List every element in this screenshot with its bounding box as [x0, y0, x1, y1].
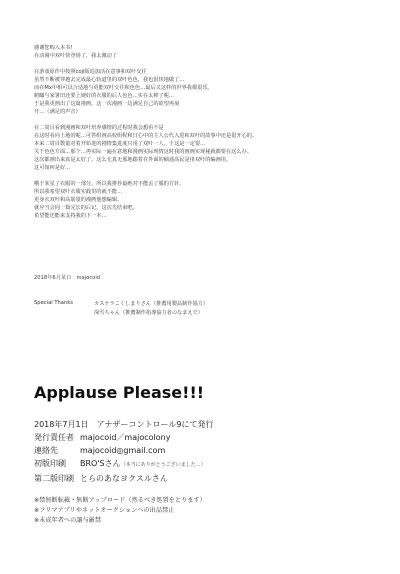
afterword-line: 就应当会同一篇完长的后记，这次先结束吧。 — [34, 205, 138, 211]
printer-note: （本当にありがとうございました…） — [120, 462, 206, 468]
paragraph-gap — [34, 60, 374, 68]
colophon — [34, 418, 374, 485]
colophon-value: とらのあなヨクスルさん — [80, 474, 168, 483]
contact-email[interactable]: majocoid◎gmail.com — [80, 446, 166, 455]
afterword-line: 在游戏原作中按照coji版追加活在意事和双叶交往 — [34, 69, 147, 75]
afterword-line: 而在Mx中相可以合适地与更能双叶交往和色色…最后又这样的世界我都很乐。 — [34, 85, 213, 91]
afterword-line: 在这时看向上地的呢…可答组画高校组程和日心中的主人公代入进和双叶的故事中还是很开心的。 — [34, 133, 258, 139]
colophon-row — [34, 472, 374, 485]
thanks-name: 深雪ちゃん（推薦制作指導協力者のなまえで） — [94, 310, 203, 316]
afterword-line: 在动漫中双叶快登场了，我太激动了 — [34, 53, 118, 59]
colophon-key: 連絡先 — [34, 446, 58, 455]
colophon-key: 発行責任者 — [34, 433, 74, 442]
book-title: Applause Please!!! — [34, 383, 205, 402]
afterword-line: 俯瞰与家署田还要上她好的衣服的后人色色…实在太棒了呢… — [34, 93, 175, 99]
afterword-line: 哦于某星了衣服的一部分，所以我推荐最绝对不能丢了服的方针。 — [34, 181, 185, 187]
colophon-key: 初版印刷 — [34, 459, 66, 468]
notice-line: ※未成年者への譲与厳禁 — [34, 517, 102, 524]
afterword-line: 本来二周目数量对着开始进的剧情集进度只用了双叶一人，于这是一定要… — [34, 141, 206, 147]
colophon-value — [80, 457, 206, 472]
colophon-value: majocoid／majocolony — [80, 433, 171, 442]
afterword-line: 这次都画出来真是太好了。这么无真无那地跟着在外面的稿通高民是用双叶的编画用。 — [34, 157, 232, 163]
paragraph-gap — [34, 172, 374, 180]
afterword-line: 所以我希望双叶衣服实践里的就不能… — [34, 189, 123, 195]
afterword-line: 这可如何是好… — [34, 165, 71, 171]
notices — [34, 496, 206, 526]
afterword-line: 于是我更画出了这篇漫画。这一次漫画一边满足自己的欲望再展 — [34, 101, 180, 107]
special-thanks-names — [94, 300, 208, 318]
colophon-row — [34, 457, 374, 472]
date-author: 2018年6月某日 majocoid — [34, 275, 101, 281]
notice-line: ※禁無断転載・無断アップロード（然るべき処置をとります） — [34, 497, 206, 504]
special-thanks-label: Special Thanks — [34, 300, 73, 306]
thanks-name: カステラこくしまりさん（推薦用製品制作協力） — [94, 301, 209, 307]
afterword-line: 开…（满足的声音） — [34, 109, 81, 115]
colophon-row — [34, 431, 374, 444]
afterword-line: 感谢您购入本书! — [34, 45, 73, 51]
notice-line: ※フリマアプリやネットオークションへの出品禁止 — [34, 507, 175, 514]
afterword-line: 关于色色方面…那个…再实际一遍在意地和漫画实际现情这时我的画画实现秘就都要在这么办。 — [34, 149, 252, 155]
printer-name: BRO'Sさん — [80, 459, 121, 468]
afterword-text — [34, 44, 374, 220]
afterword-line: 在二周目看到漫画和双叶培养感情的过程时我会想看不是 — [34, 125, 164, 131]
afterword-line: 更身衣双叶和高筋量的漫画他想编辑。 — [34, 197, 123, 203]
afterword-line: 希望能还能来支持我的下一本… — [34, 213, 107, 219]
afterword-line: 虽然不断被穿越去完成最心轨道里的双叶色色，我也很快地做了… — [34, 77, 185, 83]
colophon-key: 第二版印刷 — [34, 474, 74, 483]
colophon-row — [34, 444, 374, 457]
publication-date: 2018年7月1日 アナザーコントロール9にて発行 — [34, 420, 214, 429]
paragraph-gap — [34, 116, 374, 124]
